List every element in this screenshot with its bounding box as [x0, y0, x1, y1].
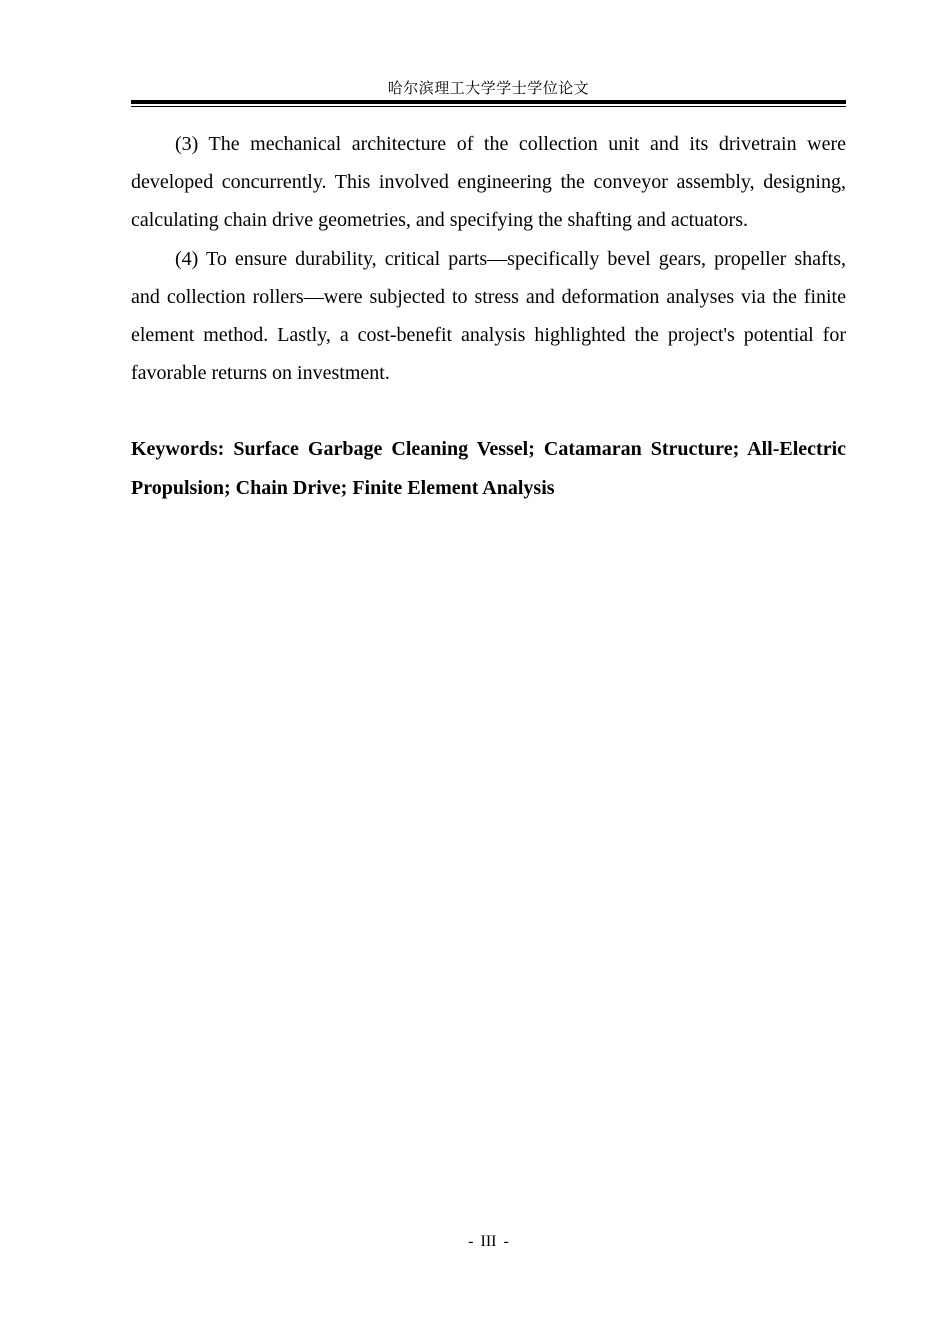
page-number: - III -	[468, 1233, 509, 1250]
header-rule-thick	[131, 100, 846, 104]
page-header: 哈尔滨理工大学学士学位论文	[387, 79, 590, 97]
keywords: Keywords: Surface Garbage Cleaning Vessel; Catamaran Structure; All-Electric Propulsion; Chain Drive; Finite Element Analysis	[131, 438, 846, 499]
body-text	[131, 125, 846, 507]
paragraph-3: (3) The mechanical architecture of the collection unit and its drivetrain were developed concurrently. This involved engineering the conveyor assembly, designing, calculating chain drive geometries, and specifying the shafting and actuators.	[131, 133, 846, 232]
paragraph-4: (4) To ensure durability, critical parts—specifically bevel gears, propeller shafts, and collection rollers—were subjected to stress and deformation analyses via the finite element method. Lastly, a cost-benefit analysis highlighted the project's potential for favorable returns on investment.	[131, 247, 846, 385]
header-rule-thin	[131, 106, 846, 107]
